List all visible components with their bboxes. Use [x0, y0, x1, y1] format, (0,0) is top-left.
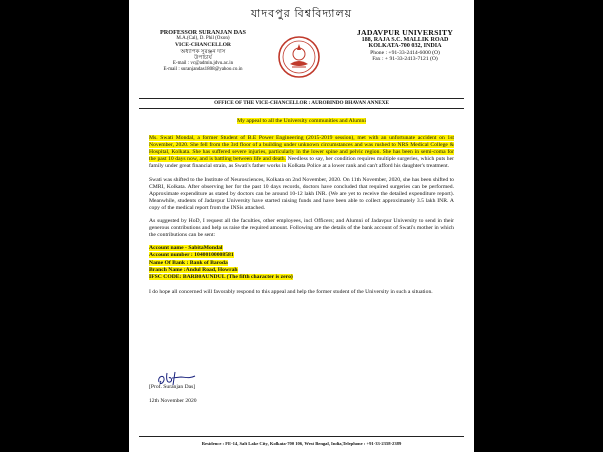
vc-bengali-name: অধ্যাপক সুরঞ্জন দাস [180, 48, 226, 55]
letter-date: 12th November 2020 [149, 398, 197, 404]
letterhead-right [343, 30, 467, 63]
signatory-name: [Prof. Suranjan Das] [149, 384, 196, 390]
divider [139, 436, 464, 437]
paragraph-closing: I do hope all concerned will favorably respond to this appeal and help the former student of the University in such a situation. [149, 288, 433, 295]
office-line: OFFICE OF THE VICE-CHANCELLOR : AUROBINDO BHAVAN ANNEXE [214, 100, 389, 106]
vc-qualifications: M.A.(Cal), D. Phil (Oxon) [176, 36, 230, 42]
appeal-title [149, 118, 454, 125]
vc-email-official: E-mail : vc@admin.jdvu.ac.in [172, 61, 234, 67]
vc-email-personal: E-mail : suranjandas1808@yahoo.co.in [163, 67, 243, 73]
vc-title: VICE-CHANCELLOR [175, 42, 231, 49]
bank-ifsc: IFSC CODE: BARB0AUNDUL (The fifth character is zero) [149, 273, 293, 280]
letter-page [129, 0, 474, 452]
divider [139, 98, 464, 99]
paragraph-request: As suggested by HoD, I request all the faculties, other employees, incl Officers; and Alumni of Jadavpur University to send in their generous contributions and help us raise the required amount. Following are the details of the bank account of Swati's mother in which the contributions can be sent: [149, 218, 454, 239]
university-fax: Fax : + 91-33-2413-7121 (O) [372, 56, 438, 63]
bengali-university-name: যাদবপুর বিশ্ববিদ্যালয় [250, 8, 353, 20]
university-address: 188, RAJA S.C. MALLIK ROAD [361, 36, 449, 43]
footer-residence: Residence : FE-14, Salt Lake City, Kolkata-700 106, West Bengal, India,Telephone : +91-33-2358-2389 [201, 441, 402, 446]
bank-account-number: Account number : 10400100008581 [149, 252, 234, 259]
divider [139, 108, 464, 109]
letterhead-left [143, 30, 263, 73]
bank-name: Name Of Bank : Bank of Baroda [149, 259, 228, 266]
paragraph-accident-highlight: Ms. Swati Mondal, a former Student of B.E Power Engineering (2015-2019 session), met with an unfortunate accident on 1st November, 2020. She fell from the 3rd floor of a building under unknown circumstances and was rushed to NRS Medical College & Hospital, Kolkata. She has suffered severe injuries, particularly in the lower spine and pelvic region. She has been in semi-coma for the past 10 days now, and is battling between life and death. [149, 135, 454, 163]
bank-branch: Branch Name :Andul Road, Howrah [149, 266, 238, 273]
vc-name: PROFESSOR SURANJAN DAS [160, 29, 246, 36]
university-name: JADAVPUR UNIVERSITY [356, 28, 454, 37]
university-phone: Phone : +91-33-2414-6000 (O) [370, 49, 440, 56]
university-seal-icon [278, 36, 320, 78]
vc-bengali-title: উপাচার্য [194, 54, 212, 61]
paragraph-accident-rest: Needless to say, her condition requires multiple surgeries, which puts her family under great financial strain, as Swati's father works in Kolkata Police at a lower rank and can't afford his daughter's treatment. [149, 156, 455, 170]
letter-body [149, 118, 454, 302]
paragraph-treatment: Swati was shifted to the Institute of Neurosciences, Kolkata on 2nd November, 2020. On 11th November, 2020, she has been shifted to CMRI, Kolkata. After observing her for the past 10 days records, doctors have concluded that required surgeries can be performed. Approximate expenditure as stated by doctors can be around 10-12 lakh INR. (We are yet to receive the detailed expenditure report). Meanwhile, students of Jadavpur University have started raising funds and have been able to collect approximately 3.5 lakh INR. A copy of the medical report from the INSis attached. [149, 176, 454, 211]
university-city: KOLKATA-700 032, INDIA [368, 43, 442, 50]
bank-details [149, 245, 454, 280]
bank-account-name: Account name - SabitaMondal [149, 245, 223, 252]
paragraph-accident [149, 135, 454, 170]
appeal-title-text: My appeal to all the University communities and Alumni [237, 118, 366, 124]
